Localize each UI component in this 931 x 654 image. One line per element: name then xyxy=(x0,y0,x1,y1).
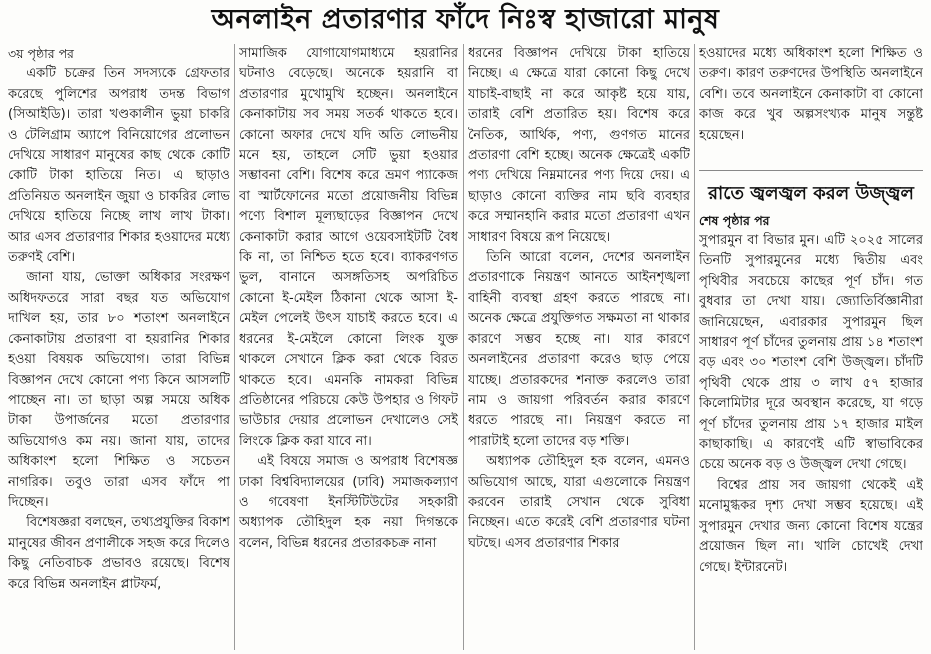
paragraph: ধরনের বিজ্ঞাপন দেখিয়ে টাকা হাতিয়ে নিচ্ছে। এ ক্ষেত্রে যারা কোনো কিছু দেখে যাচাই-বাছাই না করে আকৃষ্ট হয়ে যায়, তারাই বেশি প্রতারিত হয়। বিশেষ করে নৈতিক, আর্থিক, পণ্য, গুণগত মানের প্রতারণা বেশি হচ্ছে। অনেক ক্ষেত্রেই একটি পণ্য দেখিয়ে নিম্নমানের পণ্য দিয়ে দেয়। এ ছাড়াও কোনো ব্যক্তির নাম ছবি ব্যবহার করে সম্মানহানি করার মতো প্রতারণা এখন সাধারণ বিষয়ে রূপ নিয়েছে। xyxy=(468,46,690,245)
continued-from-label: ৩য় পৃষ্ঠার পর xyxy=(8,46,74,61)
column-rule xyxy=(234,44,235,650)
story2-continued-label: শেষ পৃষ্ঠার পর xyxy=(699,213,770,228)
paragraph: সুপারমুন বা বিভার মুন। এটি ২০২৫ সালের তিনটি সুপারমুনের মধ্যে দ্বিতীয় এবং পৃথিবীর সবচেয়ে কাছের পূর্ণ চাঁদ। গত বুধবার তা দেখা যায়। জ্যোতির্বিজ্ঞানীরা জানিয়েছেন, এবারকার সুপারমুন ছিল সাধারণ পূর্ণ চাঁদের তুলনায় প্রায় ১৪ শতাংশ বড় এবং ৩০ শতাংশ বেশি উজ্জ্বল। চাঁদটি পৃথিবী থেকে প্রায় ৩ লাখ ৫৭ হাজার কিলোমিটার দূরে অবস্থান করেছে, যা গড়ে পূর্ণ চাঁদের তুলনায় প্রায় ১৭ হাজার মাইল কাছাকাছি। এ কারণেই এটি স্বাভাবিকের চেয়ে অনেক বড় ও উজ্জ্বল দেখা গেছে। xyxy=(699,233,923,473)
article-column-4 xyxy=(699,44,923,650)
paragraph: অধ্যাপক তৌহিদুল হক বলেন, এমনও অভিযোগ আছে, যারা এগুলোকে নিয়ন্ত্রণ করবেন তারাই সেখান থেকে সুবিধা নিচ্ছেন। এতে করেই বেশি প্রতারণার ঘটনা ঘটছে। এসব প্রতারণার শিকার xyxy=(468,454,690,551)
article-ending xyxy=(699,44,923,164)
column-rule xyxy=(463,44,464,650)
paragraph: জানা যায়, ভোক্তা অধিকার সংরক্ষণ অধিদফতরে সারা বছর যত অভিযোগ দাখিল হয়, তার ৮০ শতাংশ অনলাইনে কেনাকাটায় প্রতারণা বা হয়রানির শিকার হওয়া বিষয়ক অভিযোগ। তারা বিভিন্ন বিজ্ঞাপন দেখে কোনো পণ্য কিনে আসলটি পাচ্ছেন না। তা ছাড়া অল্প সময়ে অধিক টাকা উপার্জনের মতো প্রতারণার অভিযোগও কম নয়। জানা যায়, তাদের অধিকাংশ হলো শিক্ষিত ও সচেতন নাগরিক। তবুও তারা এসব ফাঁদে পা দিচ্ছেন। xyxy=(8,270,230,510)
paragraph: বিশ্বের প্রায় সব জায়গা থেকেই এই মনোমুগ্ধকর দৃশ্য দেখা সম্ভব হয়েছে। এই সুপারমুন দেখার জন্য কোনো বিশেষ যন্ত্রের প্রয়োজন ছিল না। খালি চোখেই দেখা গেছে। ইন্টারনেট। xyxy=(699,477,923,575)
story-divider xyxy=(699,170,923,171)
paragraph: বিশেষজ্ঞরা বলছেন, তথ্যপ্রযুক্তির বিকাশ মানুষের জীবন প্রণালীকে সহজ করে দিলেও কিছু নেতিবাচক প্রভাবও রয়েছে। বিশেষ করে বিভিন্ন অনলাইন প্লাটফর্ম, xyxy=(8,515,230,592)
page-headline: অনলাইন প্রতারণার ফাঁদে নিঃস্ব হাজারো মানুষ xyxy=(211,4,720,35)
paragraph: হওয়াদের মধ্যে অধিকাংশ হলো শিক্ষিত ও তরুণ। কারণ তরুণদের উপস্থিতি অনলাইনে বেশি। তবে অনলাইনে কেনাকাটা বা কোনো কাজ করে খুব অল্পসংখ্যক মানুষ সন্তুষ্ট হয়েছেন। xyxy=(699,46,923,143)
story2-headline: রাতে জ্বলজ্বল করল উজ্জ্বল xyxy=(708,183,914,204)
article-column-2 xyxy=(239,44,458,650)
article-column-1 xyxy=(8,44,230,650)
paragraph: একটি চক্রের তিন সদস্যকে গ্রেফতার করেছে পুলিশের অপরাধ তদন্ত বিভাগ (সিআইডি)। তারা খণ্ডকালীন ভুয়া চাকরি ও টেলিগ্রাম অ্যাপে বিনিয়োগের প্রলোভন দেখিয়ে সাধারণ মানুষের কাছ থেকে কোটি কোটি টাকা হাতিয়ে নিত। এ ছাড়াও প্রতিনিয়ত অনলাইন জুয়া ও চাকরির লোভ দেখিয়ে হাতিয়ে নিচ্ছে লাখ লাখ টাকা। আর এসব প্রতারণার শিকার হওয়াদের মধ্যে তরুণই বেশি। xyxy=(8,66,230,266)
article-column-3 xyxy=(468,44,690,650)
paragraph: এই বিষয়ে সমাজ ও অপরাধ বিশেষজ্ঞ ঢাকা বিশ্ববিদ্যালয়ের (ঢাবি) সমাজকল্যাণ ও গবেষণা ইনস্টিটিউটের সহকারী অধ্যাপক তৌহিদুল হক নয়া দিগন্তকে বলেন, বিভিন্ন ধরনের প্রতারকচক্র নানা xyxy=(239,454,458,551)
column-rule xyxy=(694,44,695,650)
paragraph: তিনি আরো বলেন, দেশের অনলাইন প্রতারণাকে নিয়ন্ত্রণ আনতে আইনশৃঙ্খলা বাহিনী ব্যবস্থা গ্রহণ করতে পারছে না। অনেক ক্ষেত্রে প্রযুক্তিগত সক্ষমতা না থাকার কারণে সম্ভব হচ্ছে না। যার কারণে অনলাইনের প্রতারণা করেও ছাড় পেয়ে যাচ্ছে। প্রতারকদের শনাক্ত করলেও তারা নাম ও জায়গা পরিবর্তন করার কারণে ধরতে পারছে না। নিয়ন্ত্রণ করতে না পারাটাই হলো তাদের বড় শক্তি। xyxy=(468,250,690,449)
paragraph: সামাজিক যোগাযোগমাধ্যমে হয়রানির ঘটনাও বেড়েছে। অনেকে হয়রানি বা প্রতারণার মুখোমুখি হচ্ছেন। অনলাইনে কেনাকাটায় সব সময় সতর্ক থাকতে হবে। কোনো অফার দেখে যদি অতি লোভনীয় মনে হয়, তাহলে সেটি ভুয়া হওয়ার সম্ভাবনা বেশি। বিশেষ করে ভ্রমণ প্যাকেজ বা স্মার্টফোনের মতো প্রয়োজনীয় বিভিন্ন পণ্যে বিশাল মূল্যছাড়ের বিজ্ঞাপন দেখে কেনাকাটা করার আগে ওয়েবসাইটটি বৈধ কি না, তা নিশ্চিত হতে হবে। ব্যাকরণগত ভুল, বানানে অসঙ্গতিসহ অপরিচিত কোনো ই-মেইল ঠিকানা থেকে আসা ই-মেইল পেলেই উৎস যাচাই করতে হবে। এ ধরনের ই-মেইলে কোনো লিংক যুক্ত থাকলে সেখানে ক্লিক করা থেকে বিরত থাকতে হবে। এমনকি নামকরা বিভিন্ন প্রতিষ্ঠানের পরিচয়ে কেউ উপহার ও গিফট ভাউচার দেয়ার প্রলোভন দেখালেও সেই লিংকে ক্লিক করা যাবে না। xyxy=(239,46,458,449)
